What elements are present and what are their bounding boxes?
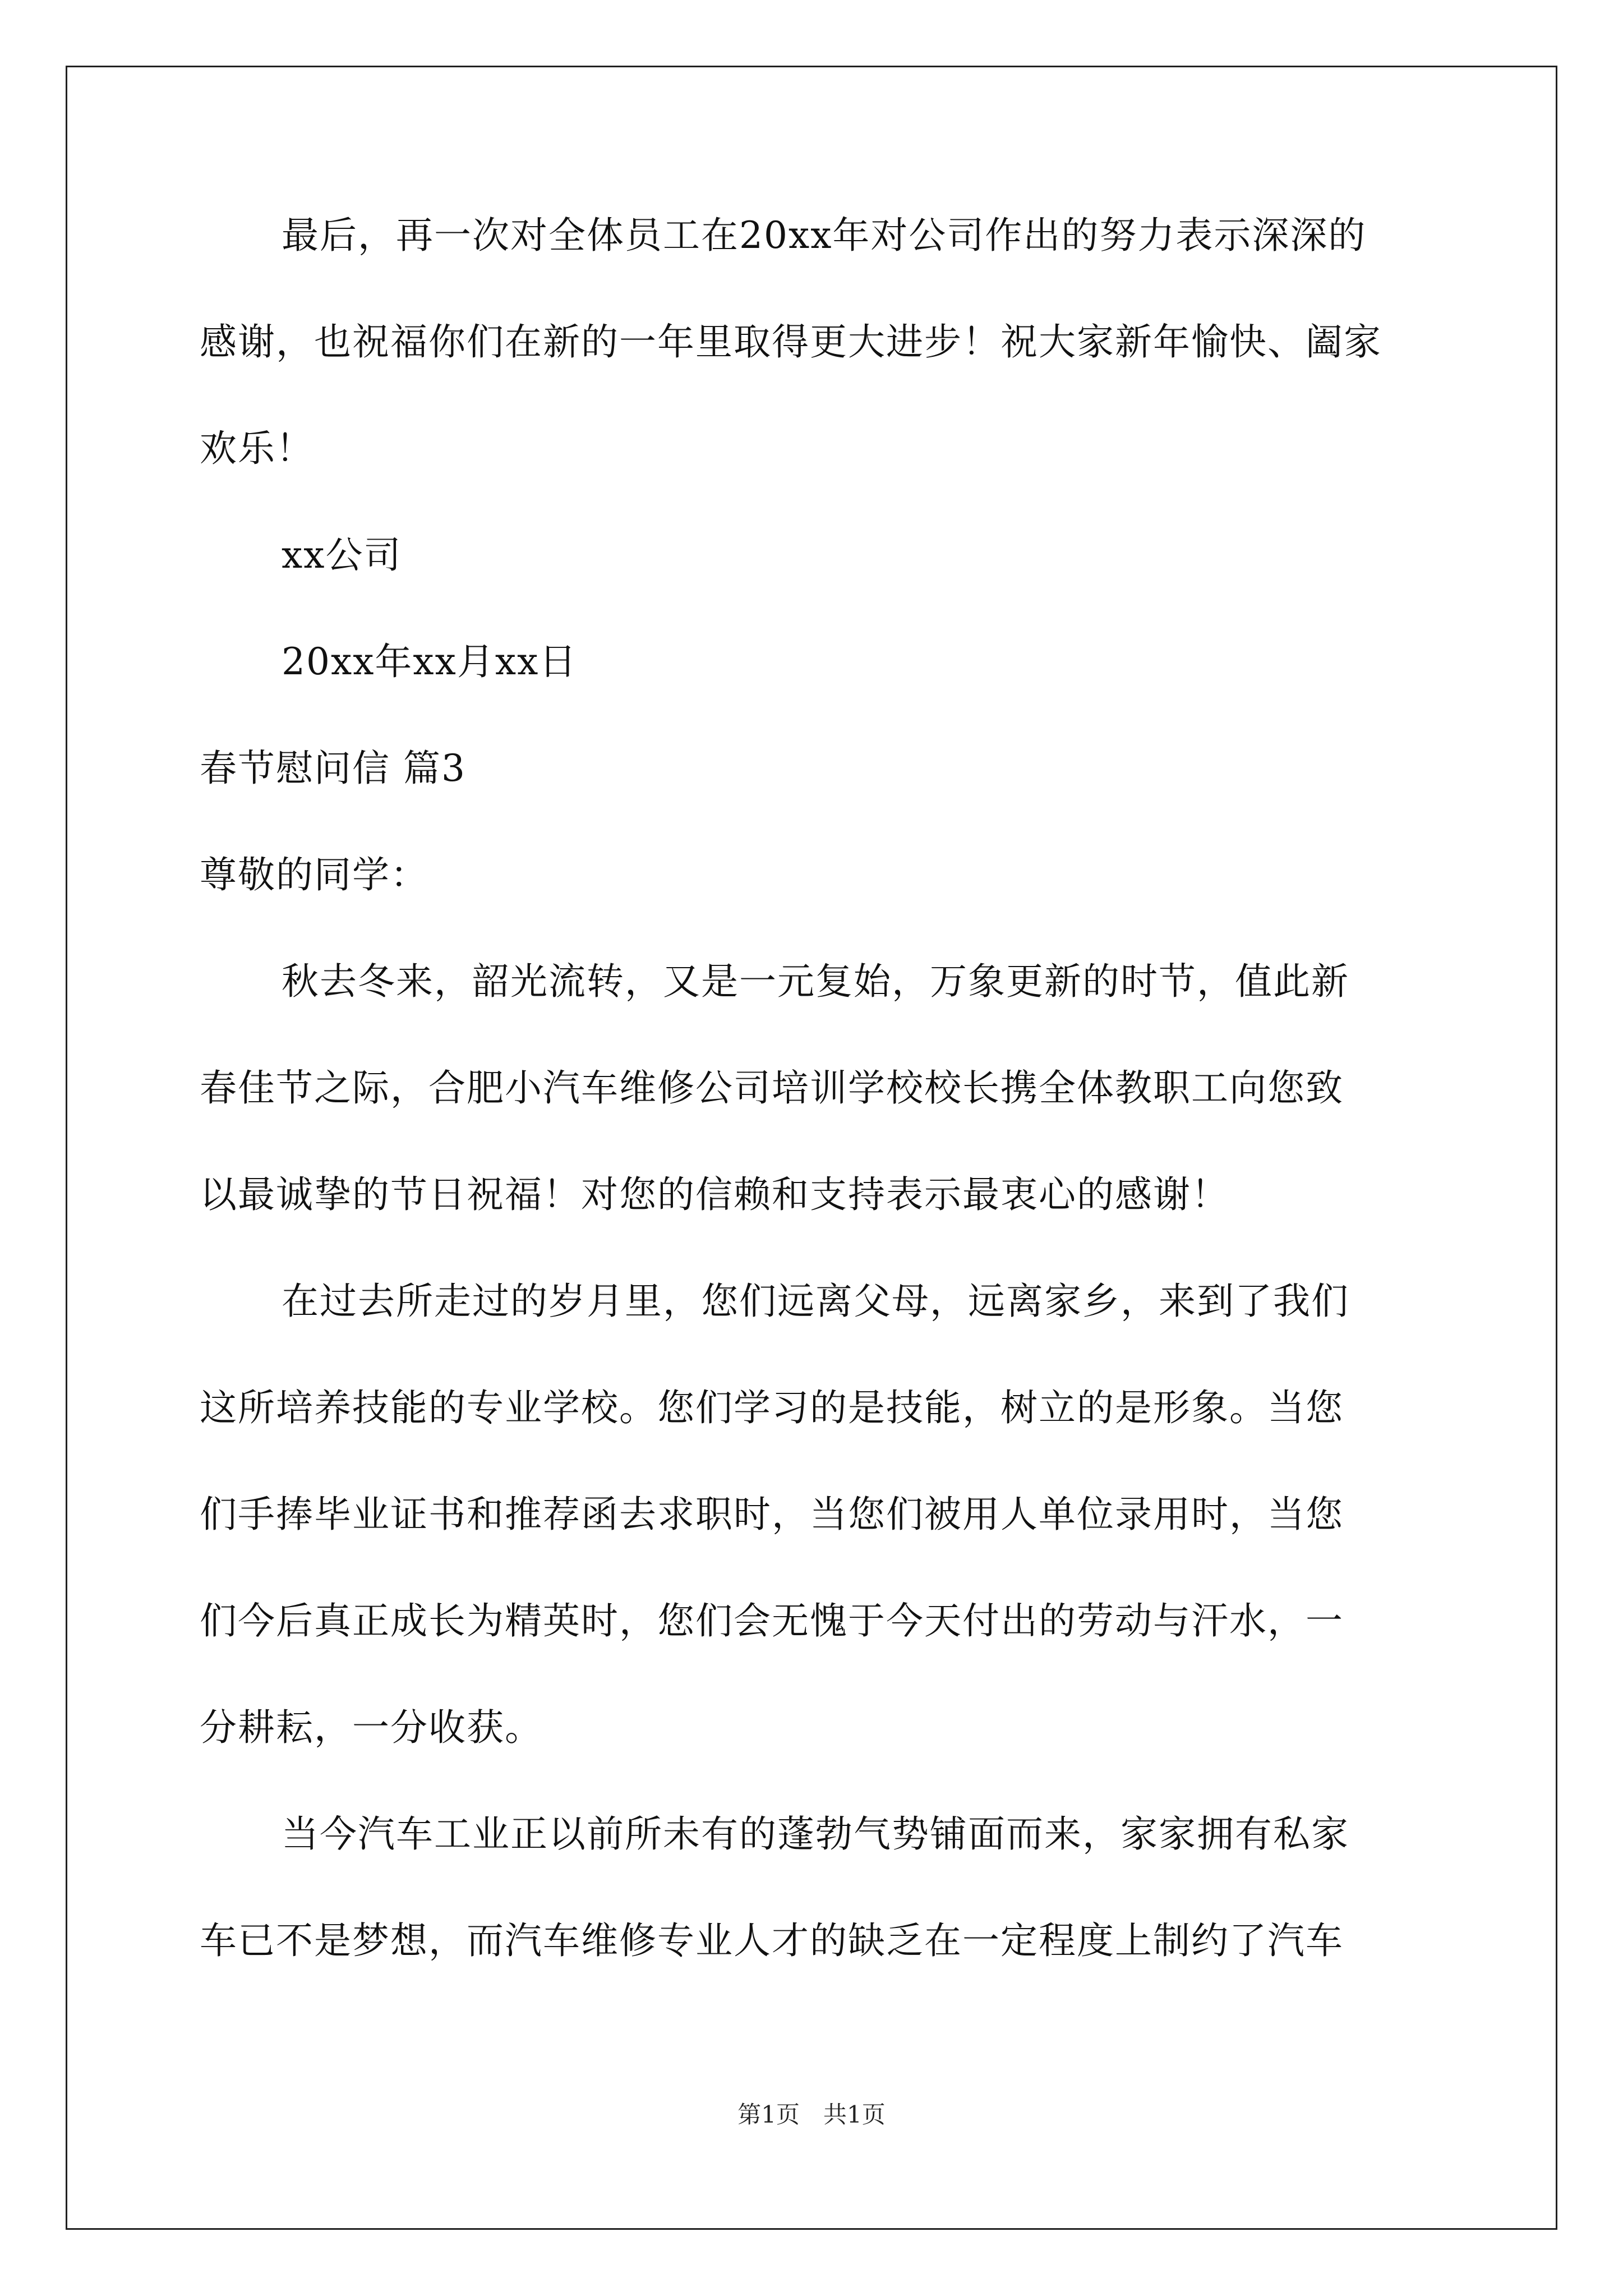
paragraph-line: 们今后真正成长为精英时，您们会无愧于今天付出的劳动与汗水，一 <box>200 1599 1344 1642</box>
paragraph-line: 在过去所走过的岁月里，您们远离父母，远离家乡，来到了我们 <box>282 1280 1349 1323</box>
paragraph-line: 当今汽车工业正以前所未有的蓬勃气势铺面而来，家家拥有私家 <box>282 1812 1349 1856</box>
paragraph-line: 最后，再一次对全体员工在20xx年对公司作出的努力表示深深的 <box>282 214 1367 257</box>
signature-date: 20xx年xx月xx日 <box>282 640 578 683</box>
paragraph-line: 感谢，也祝福你们在新的一年里取得更大进步！祝大家新年愉快、阖家 <box>200 320 1382 364</box>
paragraph-line: 这所培养技能的专业学校。您们学习的是技能，树立的是形象。当您 <box>200 1386 1344 1429</box>
paragraph-line: 春佳节之际，合肥小汽车维修公司培训学校校长携全体教职工向您致 <box>200 1066 1344 1110</box>
paragraph-line: 秋去冬来，韶光流转，又是一元复始，万象更新的时节，值此新 <box>282 960 1349 1003</box>
paragraph-line: 们手捧毕业证书和推荐函去求职时，当您们被用人单位录用时，当您 <box>200 1493 1344 1536</box>
paragraph-line: 以最诚挚的节日祝福！对您的信赖和支持表示最衷心的感谢！ <box>200 1173 1229 1216</box>
section-title: 春节慰问信 篇3 <box>200 747 466 790</box>
document-body <box>200 213 1428 1963</box>
page-footer: 第1页 共1页 <box>737 2101 886 2128</box>
signature-company: xx公司 <box>282 533 402 577</box>
paragraph-line: 车已不是梦想，而汽车维修专业人才的缺乏在一定程度上制约了汽车 <box>200 1919 1344 1962</box>
paragraph-line: 欢乐！ <box>200 427 314 470</box>
salutation: 尊敬的同学： <box>200 853 428 896</box>
paragraph-line: 分耕耘，一分收获。 <box>200 1706 543 1749</box>
